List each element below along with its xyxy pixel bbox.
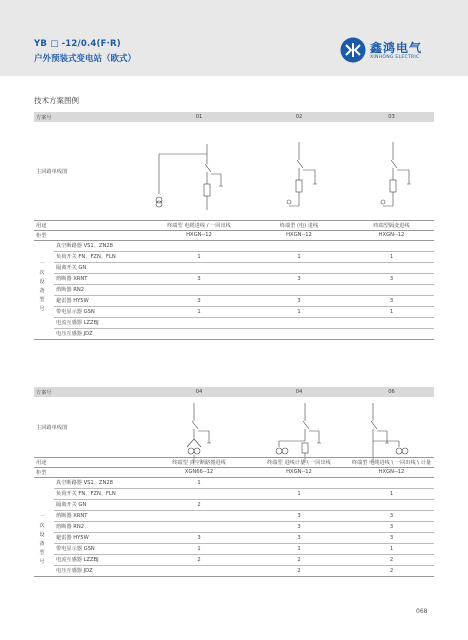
table-row: 熔断器 RN2 3 3 [56, 523, 394, 530]
table-row: 电流互感器 LZZBJ [56, 320, 99, 326]
page-number: 068 [416, 608, 428, 615]
product-title: YB □ -12/0.4(F·R) [34, 39, 121, 49]
circuit-diagram-01 [149, 124, 249, 218]
product-subtitle: 户外预装式变电站（欧式） [34, 54, 137, 64]
page-header [0, 0, 468, 76]
equipment-vertical-label: 一 次 设 备 型 号 [39, 514, 45, 565]
table-row: 带电显示器 GSN 1 1 1 [56, 308, 394, 315]
table-row: 电压互感器 JDZ [56, 331, 93, 337]
circuit-diagram-02 [249, 124, 349, 218]
logo-mark-icon [340, 37, 366, 63]
scheme-number-row: 方案号 01 02 03 [34, 112, 434, 122]
table-row: 避雷器 HY5W 3 3 3 [56, 297, 394, 304]
table-row: 熔断器 XRNT 3 3 [56, 512, 394, 519]
table-row: 电压互感器 JDZ 2 2 [56, 567, 394, 574]
main-circuit-row: 主回路单线图 [36, 424, 68, 431]
table-row: 负荷开关 FN、FZN、FLN 1 1 [56, 490, 394, 497]
model-row: 柜型 HXGN--12 HXGN--12 HXGN--12 [36, 232, 405, 239]
company-logo [340, 37, 450, 67]
table-row: 隔离开关 GN [56, 265, 87, 271]
model-row: 柜型 XGN66--12 HXGN--12 HXGN--12 [36, 469, 405, 476]
logo-text: 鑫鸿电气 [370, 41, 423, 55]
table-row: 熔断器 XRNT 3 3 3 [56, 275, 394, 282]
usage-row: 用途 终端型 真空断路器进线 终端型 进线计量 \ 一回出线 终端型 电缆进线 \ 一回出线 \ 计量 [36, 459, 432, 466]
table-row: 真空断路器 VS1、ZN28 [56, 243, 113, 249]
circuit-diagram-03 [349, 124, 434, 218]
table-row: 电流互感器 LZZBJ 2 2 2 [56, 556, 394, 563]
section-title: 技术方案图例 [34, 96, 79, 105]
equipment-vertical-label: 一 次 设 备 型 号 [39, 261, 45, 312]
scheme-number-row: 方案号 04 04 06 [34, 387, 434, 397]
table-row: 真空断路器 VS1、ZN28 1 [56, 479, 201, 486]
table-row: 带电显示器 GSN 1 1 1 [56, 545, 394, 552]
usage-row: 用途 终端型 电缆进线 / 一回出线 终端型 (电) 进线 终端型隔变进线 [36, 222, 410, 229]
table-row: 负荷开关 FN、FZN、FLN 1 1 1 [56, 253, 394, 260]
main-circuit-row: 主回路单线图 [36, 168, 68, 175]
logo-subtext: XINHONG ELECTRIC [370, 55, 420, 60]
table-row: 隔离开关 GN 2 [56, 501, 201, 508]
table-row: 熔断器 RN2 [56, 287, 84, 293]
table-row: 避雷器 HY5W 3 3 3 [56, 534, 394, 541]
